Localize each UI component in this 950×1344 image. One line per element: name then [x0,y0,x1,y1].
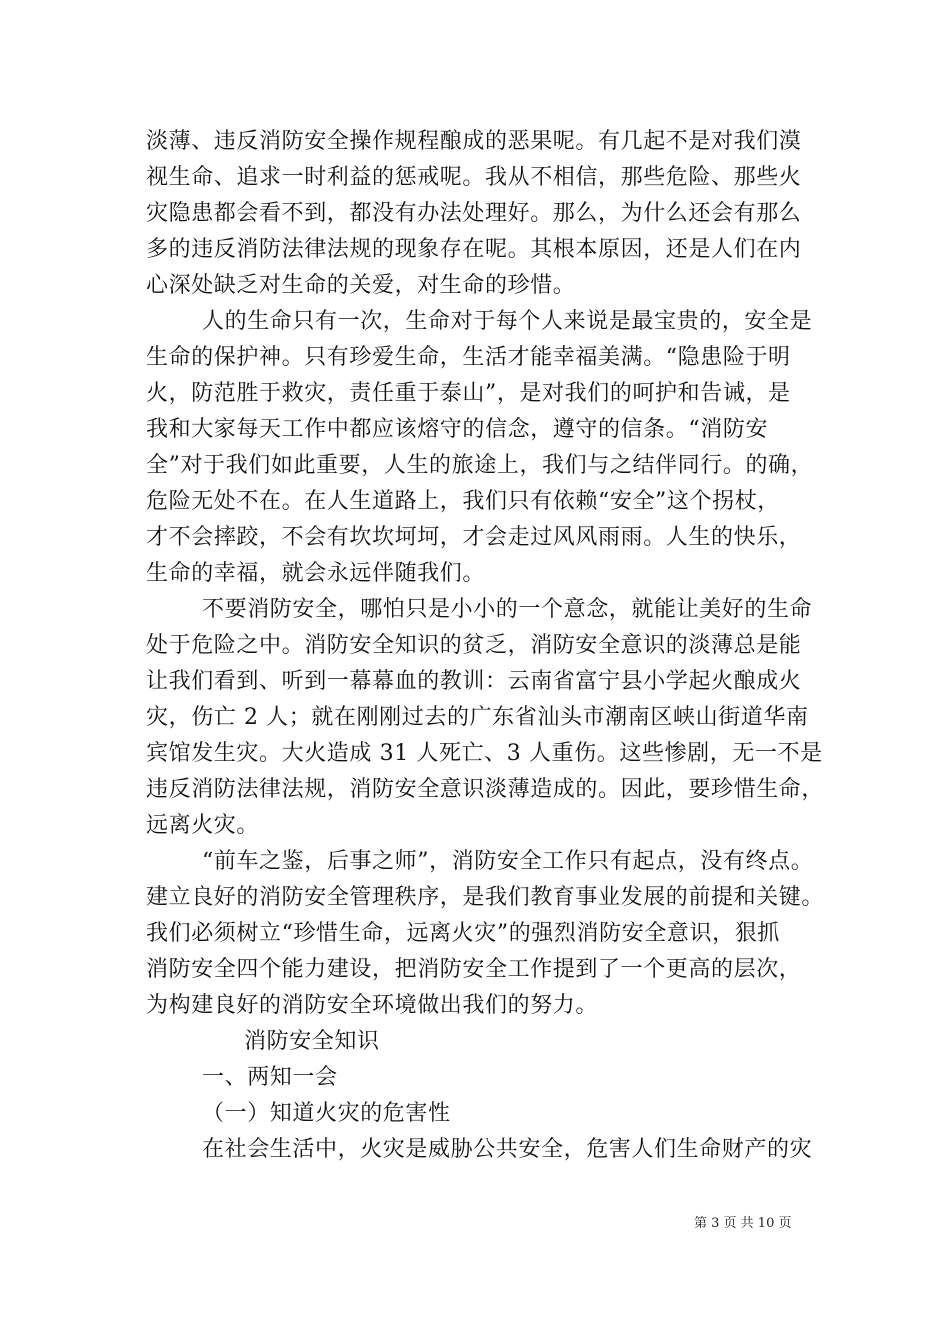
text-line: 心深处缺乏对生命的关爱，对生命的珍惜。 [146,273,576,298]
text-line: 违反消防法律法规，消防安全意识淡薄造成的。因此，要珍惜生命， [146,777,825,802]
text-line: （一）知道火灾的危害性 [202,1101,451,1126]
text-line: 视生命、追求一时利益的惩戒呢。我从不相信，那些危险、那些火 [146,165,802,190]
text-line: 生命的幸福，就会永远伴随我们。 [146,561,486,586]
text-line: 建立良好的消防安全管理秩序，是我们教育事业发展的前提和关键。 [146,885,825,910]
text-line: 消防安全四个能力建设，把消防安全工作提到了一个更高的层次， [146,957,802,982]
text-line: “前车之鉴，后事之师”，消防安全工作只有起点，没有终点。 [202,849,814,874]
text-line: 处于危险之中。消防安全知识的贫乏，消防安全意识的淡薄总是能 [146,633,802,658]
text-line: 危险无处不在。在人生道路上，我们只有依赖“安全”这个拐杖， [146,489,780,514]
text-line: 人的生命只有一次，生命对于每个人来说是最宝贵的，安全是 [202,309,813,334]
text-line: 在社会生活中，火灾是威胁公共安全，危害人们生命财产的灾 [202,1137,813,1162]
text-line: 多的违反消防法律法规的现象存在呢。其根本原因，还是人们在内 [146,237,802,262]
page-footer: 第 3 页 共 10 页 [694,1216,792,1231]
text-line: 火，防范胜于救灾，责任重于泰山”，是对我们的呵护和告诫，是 [146,381,791,406]
text-line: 消防安全知识 [244,1029,380,1054]
text-line: 远离火灾。 [146,813,260,838]
text-line: 我们必须树立“珍惜生命，远离火灾”的强烈消防安全意识，狠抓 [146,921,780,946]
text-line: 淡薄、违反消防安全操作规程酿成的恶果呢。有几起不是对我们漠 [146,129,802,154]
text-line: 灾，伤亡 2 人；就在刚刚过去的广东省汕头市潮南区峡山街道华南 [146,705,809,730]
text-line: 我和大家每天工作中都应该熔守的信念，遵守的信条。“消防安 [146,417,769,442]
text-line: 全”对于我们如此重要，人生的旅途上，我们与之结伴同行。的确， [146,453,814,478]
text-line: 不要消防安全，哪怕只是小小的一个意念，就能让美好的生命 [202,597,813,622]
text-line: 生命的保护神。只有珍爱生命，生活才能幸福美满。“隐患险于明 [146,345,791,370]
text-line: 才不会摔跤，不会有坎坎坷坷，才会走过风风雨雨。人生的快乐， [146,525,802,550]
text-line: 让我们看到、听到一幕幕血的教训：云南省富宁县小学起火酿成火 [146,669,802,694]
text-line: 为构建良好的消防安全环境做出我们的努力。 [146,993,599,1018]
text-line: 灾隐患都会看不到，都没有办法处理好。那么，为什么还会有那么 [146,201,802,226]
text-line: 宾馆发生灾。大火造成 31 人死亡、3 人重伤。这些惨剧，无一不是 [146,741,823,766]
text-line: 一、两知一会 [202,1065,338,1090]
